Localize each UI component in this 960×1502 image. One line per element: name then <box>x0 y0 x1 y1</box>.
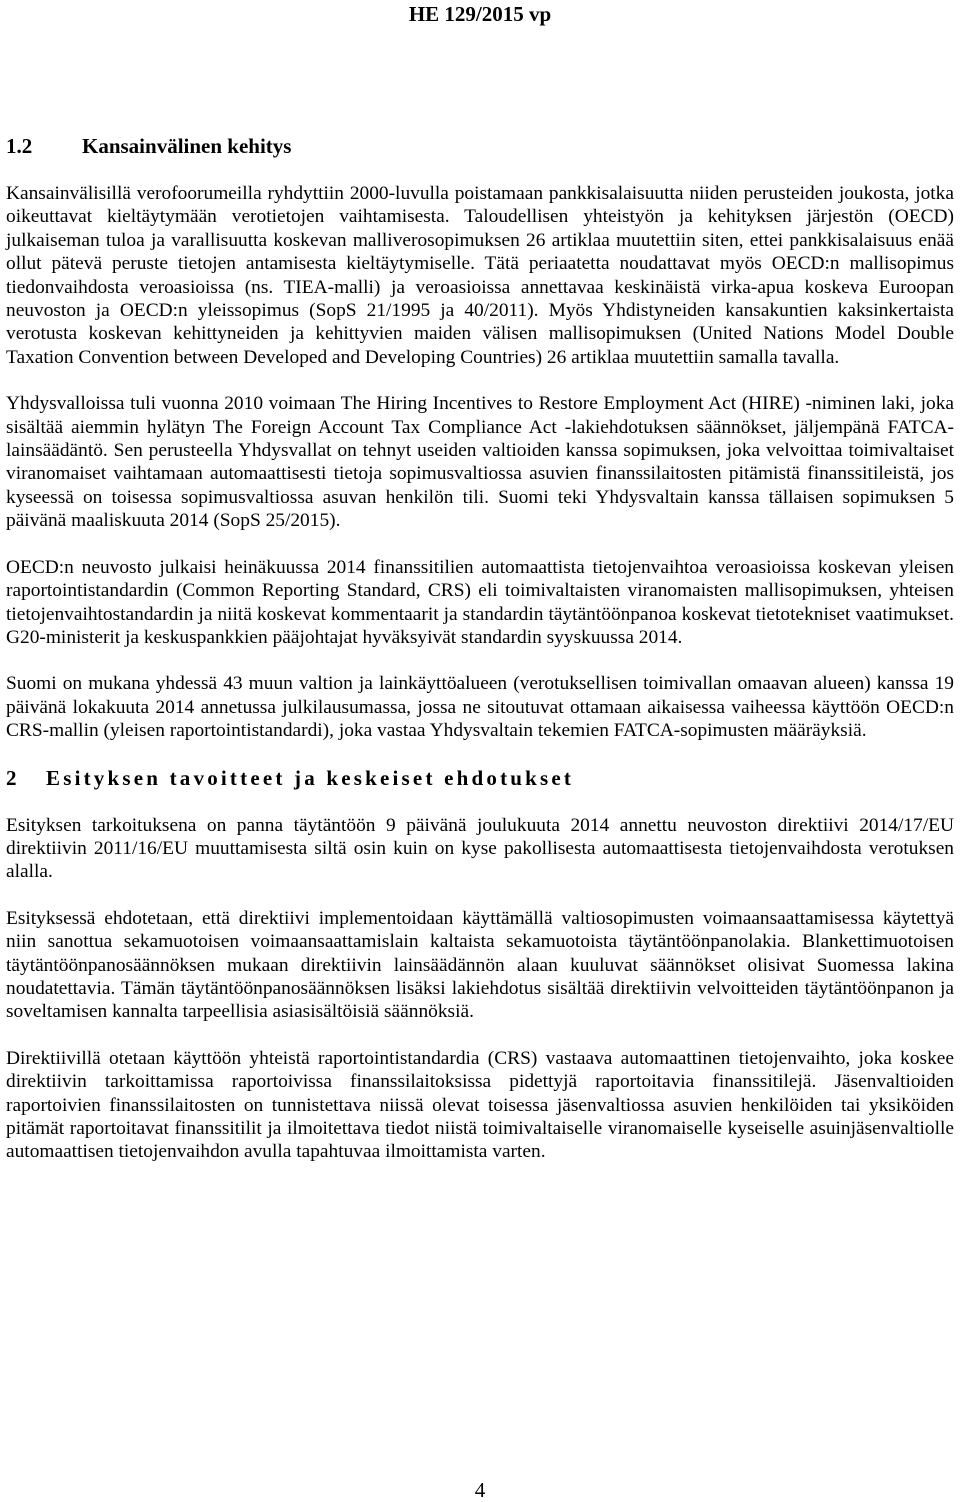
paragraph: Yhdysvalloissa tuli vuonna 2010 voimaan The Hiring Incentives to Restore Employment Act (HIRE) -niminen laki, joka sisältää aiemmin hylätyn The Foreign Account Tax Compliance Act -lakiehdotuksen säännökset, jäljempänä FATCA-lainsäädäntö. Sen perusteella Yhdysvallat on tehnyt useiden valtioiden kanssa sopimuksen, joka velvoittaa toimivaltaiset viranomaiset vaihtamaan automaattisesti tietoja sopimusvaltiossa asuvien finanssilaitosten pitämistä finanssitileistä, jos kyseessä on toisessa sopimusvaltiossa asuvan henkilön tili. Suomi teki Yhdysvaltain kanssa tällaisen sopimuksen 5 päivänä maaliskuuta 2014 (SopS 25/2015). <box>6 393 954 532</box>
paragraph: Kansainvälisillä verofoorumeilla ryhdyttiin 2000-luvulla poistamaan pankkisalaisuutta niiden perusteiden joukosta, jotka oikeuttavat kieltäytymään verotietojen vaihtamisesta. Taloudellisen yhteistyön ja kehityksen järjestön (OECD) julkaiseman tuloa ja varallisuutta koskevan malliverosopimuksen 26 artiklaa muutettiin siten, ettei pankkisalaisuus enää ollut pätevä peruste tietojen antamisesta kieltäytymiselle. Tätä periaatetta noudattavat myös OECD:n mallisopimus tiedonvaihdosta veroasioissa (ns. TIEA-malli) ja veroasioissa annettavaa keskinäistä virka-apua koskeva Euroopan neuvoston ja OECD:n yleissopimus (SopS 21/1995 ja 40/2011). Myös Yhdistyneiden kansakuntien kaksinkertaista verotusta koskevan kehittyneiden ja kehittyvien maiden välisen mallisopimuksen (United Nations Model Double Taxation Convention between Developed and Developing Countries) 26 artiklaa muutettiin samalla tavalla. <box>6 183 954 368</box>
section-title: Kansainvälinen kehitys <box>82 134 292 158</box>
paragraph: Suomi on mukana yhdessä 43 muun valtion ja lainkäyttöalueen (verotuksellisen toimivallan omaavan alueen) kanssa 19 päivänä lokakuuta 2014 annetussa julkilausumassa, jossa ne sitoutuvat ottamaan aikaisessa vaiheessa käyttöön OECD:n CRS-mallin (yleisen raportointistandardi), joka vastaa Yhdysvaltain tekemien FATCA-sopimusten määräyksiä. <box>6 673 954 742</box>
section-heading-2 <box>6 766 954 790</box>
section-number: 1.2 <box>6 134 33 158</box>
paragraph: Direktiivillä otetaan käyttöön yhteistä raportointistandardia (CRS) vastaava automaattinen tietojenvaihto, joka koskee direktiivin tarkoittamissa raportoivissa finanssilaitoksissa pidettyjä raportoitavia finanssitilejä. Jäsenvaltioiden raportoivien finanssilaitosten on tunnistettava niissä olevat toisessa jäsenvaltiossa asuvien henkilöiden tai yksiköiden pitämät raportoitavat finanssitilit ja ilmoitettava tiedot niistä toimivaltaiselle viranomaiselle kyseiselle asuinjäsenvaltiolle automaattisen tietojenvaihdon avulla tapahtuvaa ilmoittamista varten. <box>6 1047 954 1163</box>
paragraph: Esityksessä ehdotetaan, että direktiivi implementoidaan käyttämällä valtiosopimusten voimaansaattamisessa käytettyä niin sanottua sekamuotoisen voimaansaattamislain kaltaista sekamuotoista täytäntöönpanolakia. Blankettimuotoisen täytäntöönpanosäännöksen mukaan direktiivin lainsäädännön alaan kuuluvat säännökset olisivat Suomessa lakina noudatettavia. Tämän täytäntöönpanosäännöksen lisäksi lakiehdotus sisältää direktiivin velvoitteiden täytäntöönpanon ja soveltamisen kannalta tarpeellisia asiasisältöisiä säännöksiä. <box>6 907 954 1023</box>
section-number: 2 <box>6 765 20 790</box>
section-heading-1-2 <box>6 134 954 158</box>
section-title: Esityksen tavoitteet ja keskeiset ehdotukset <box>46 765 575 790</box>
document-body <box>6 134 954 1187</box>
page-number: 4 <box>474 1478 486 1502</box>
document-header: HE 129/2015 vp <box>408 2 552 26</box>
paragraph: OECD:n neuvosto julkaisi heinäkuussa 2014 finanssitilien automaattista tietojenvaihtoa veroasioissa koskevan yleisen raportointistandardin (Common Reporting Standard, CRS) eli toimivaltaisten viranomaisten mallisopimuksen, yhteisen tietojenvaihtostandardin ja niitä koskevat kommentaarit ja standardin täytäntöönpanoa koskevat tietotekniset vaatimukset. G20-ministerit ja keskuspankkien pääjohtajat hyväksyivät standardin syyskuussa 2014. <box>6 556 954 648</box>
paragraph: Esityksen tarkoituksena on panna täytäntöön 9 päivänä joulukuuta 2014 annettu neuvoston direktiivi 2014/17/EU direktiivin 2011/16/EU muuttamisesta siltä osin kuin on kyse pakollisesta automaattisesta tietojenvaihdosta verotuksen alalla. <box>6 814 954 883</box>
